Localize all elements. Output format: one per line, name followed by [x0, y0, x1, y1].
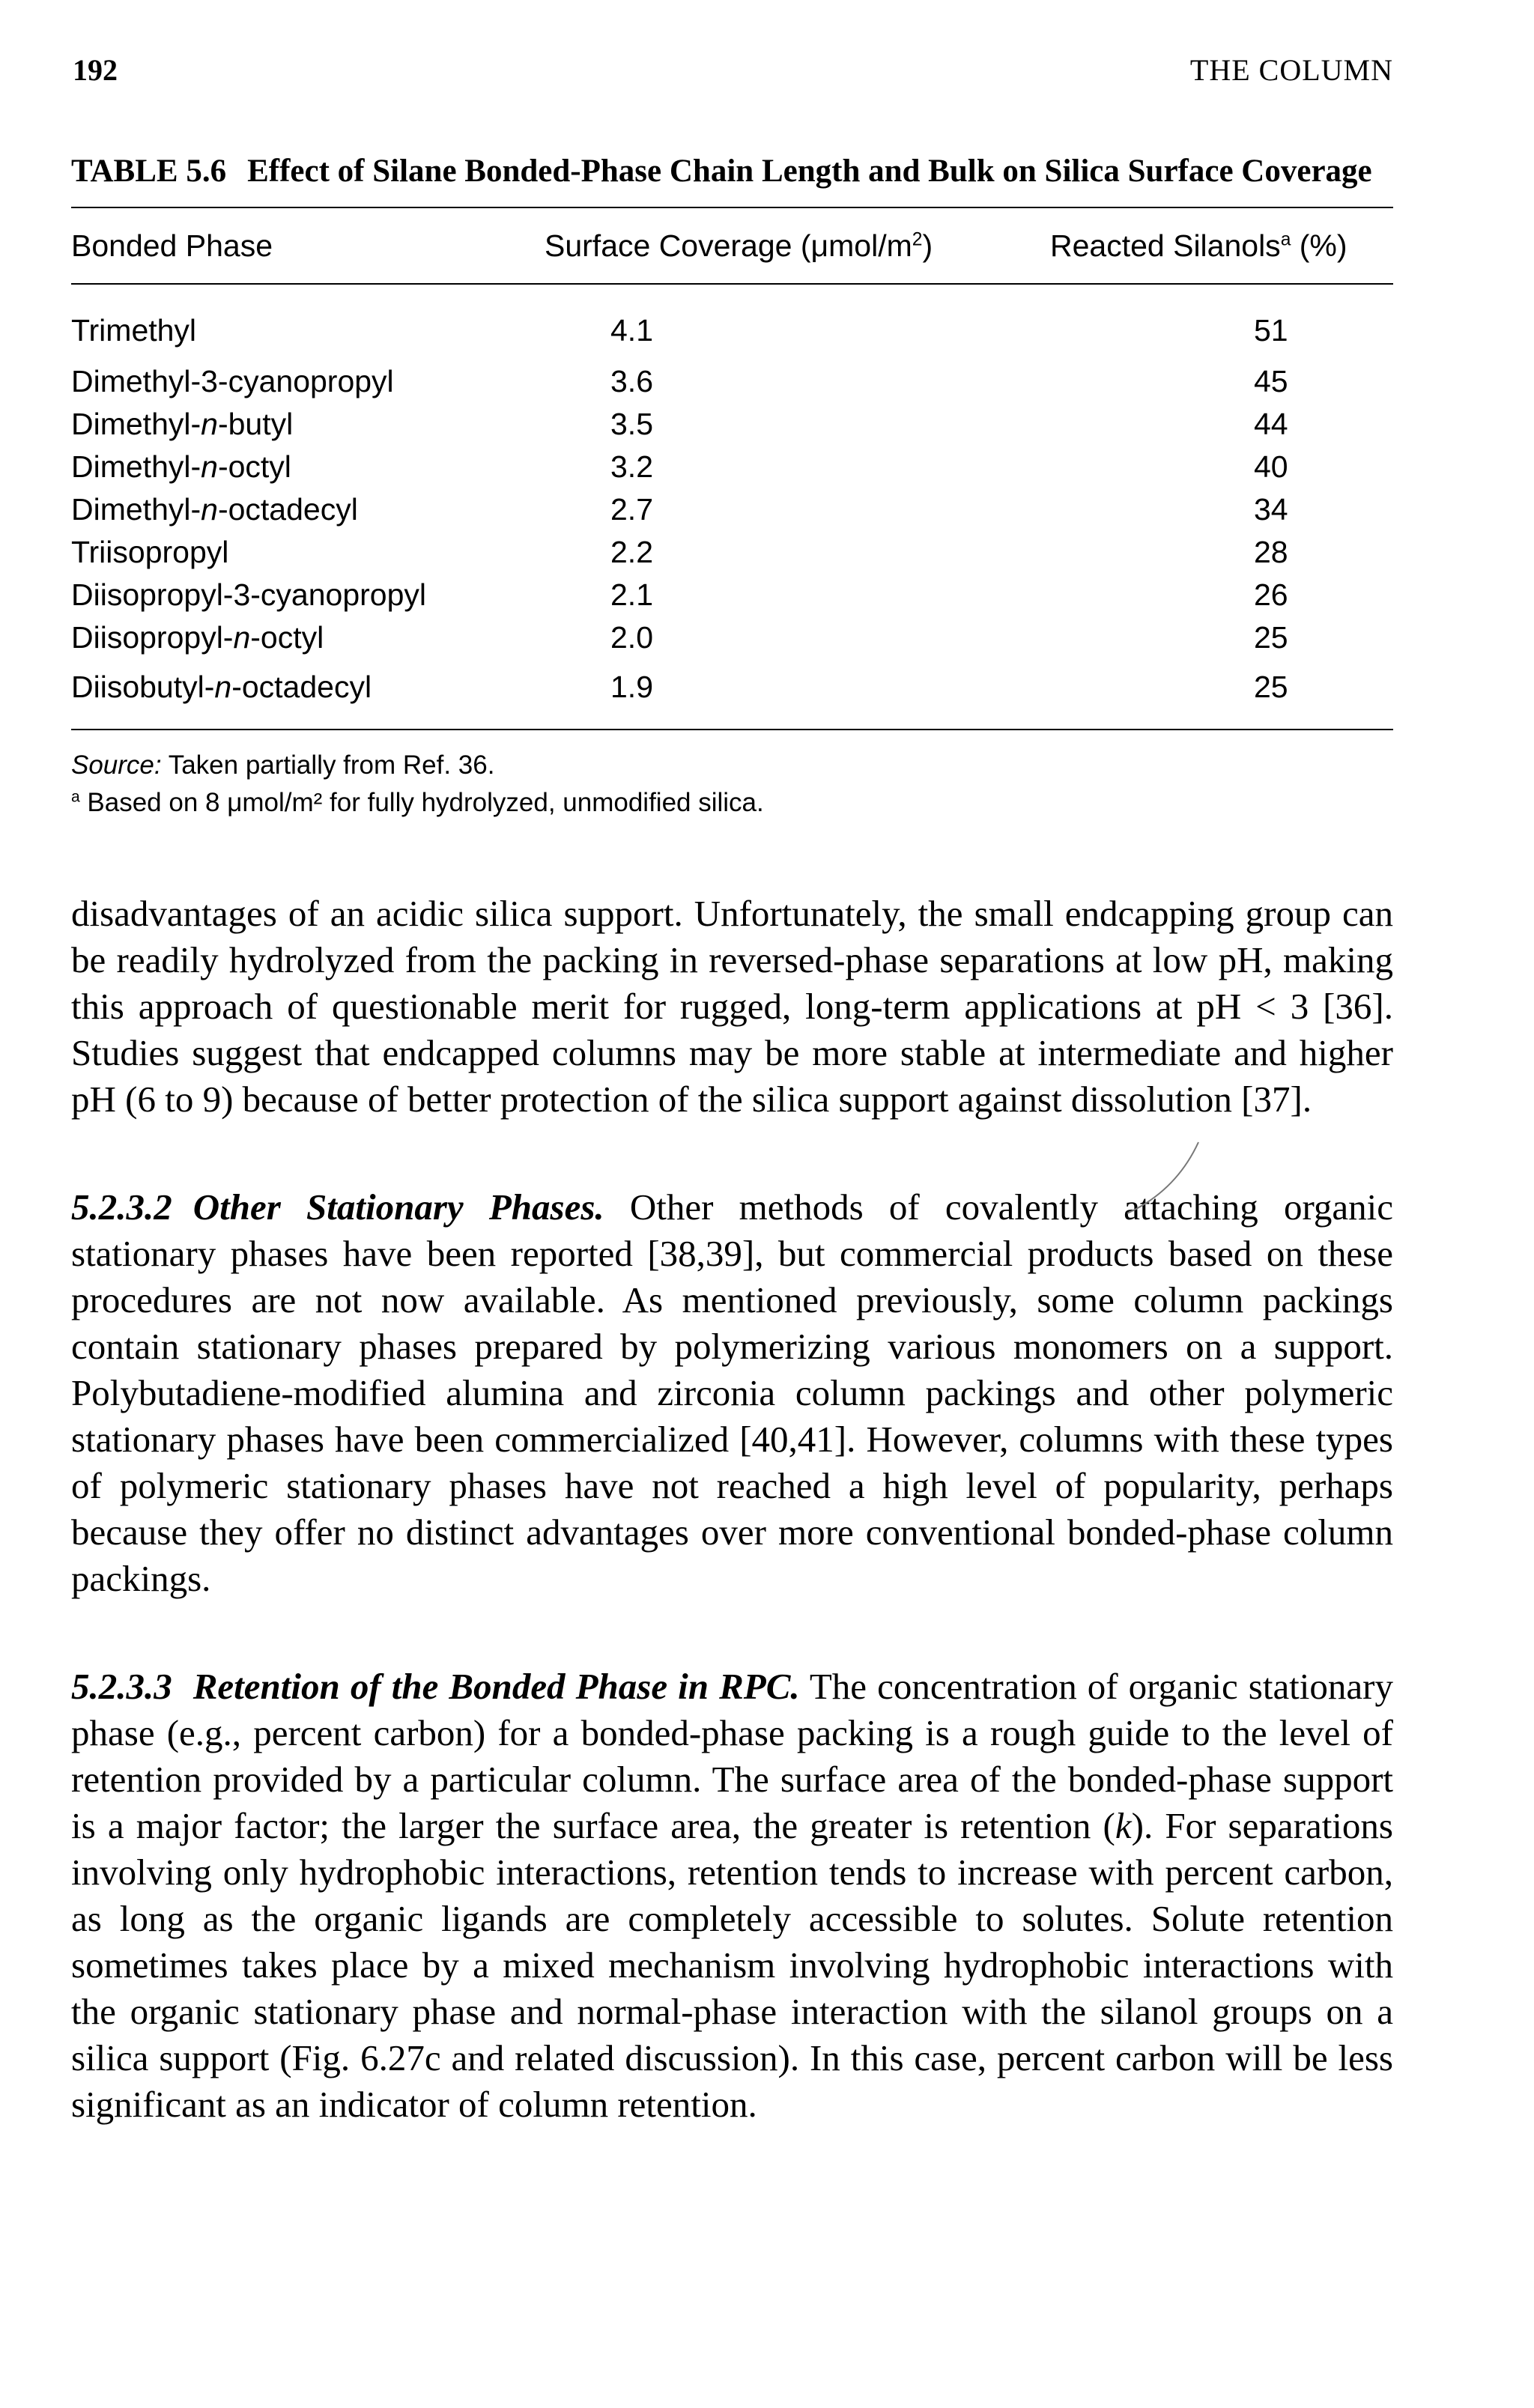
cell-bonded-phase: Diisopropyl-3-cyanopropyl	[71, 577, 426, 612]
table-row	[71, 659, 1393, 729]
cell-reacted-silanols: 51	[1254, 313, 1288, 348]
cell-surface-coverage: 4.1	[610, 313, 653, 348]
table-row	[71, 616, 1393, 659]
table-bottom-rule	[71, 729, 1393, 730]
paragraph-retention-bonded-phase: 5.2.3.3 Retention of the Bonded Phase in RPC. The concentration of organic stationary phase (e.g., percent carbon) for a bonded-phase packing is a rough guide to the level of retention provided by a particular column. The surface area of the bonded-phase support is a major factor; the larger the surface area, the greater is retention (k). For separations involving only hydrophobic interactions, retention tends to increase with percent carbon, as long as the organic ligands are completely accessible to solutes. Solute retention sometimes takes place by a mixed mechanism involving hydrophobic interactions with the organic stationary phase and normal-phase interaction with the silanol groups on a silica support (Fig. 6.27c and related discussion). In this case, percent carbon will be less significant as an indicator of column retention.	[71, 1666, 1393, 2125]
cell-bonded-phase: Diisobutyl-n-octadecyl	[71, 670, 372, 704]
paragraph-endcapping: disadvantages of an acidic silica support. Unfortunately, the small endcapping group can be readily hydrolyzed from the packing in reversed-phase separations at low pH, making this approach of questionable merit for rugged, long-term applications at pH < 3 [36]. Studies suggest that endcapped columns may be more stable at intermediate and higher pH (6 to 9) because of better protection of the silica support against dissolution [37].	[71, 893, 1393, 1120]
table-row	[71, 531, 1393, 574]
column-header-coverage: Surface Coverage $(\mu mol/m^2)$	[545, 228, 933, 263]
cell-reacted-silanols: 45	[1254, 364, 1288, 398]
table-label: TABLE 5.6	[71, 154, 227, 189]
page-number: 192	[73, 53, 118, 87]
cell-bonded-phase: Dimethyl-n-octyl	[71, 449, 291, 484]
table-row	[71, 285, 1393, 360]
table-footnote: $^a$ Based on 8 μmol/m² for fully hydrolyzed, unmodified silica.	[71, 788, 764, 817]
cell-reacted-silanols: 26	[1254, 577, 1288, 612]
cell-surface-coverage: 3.6	[610, 364, 653, 398]
cell-reacted-silanols: 25	[1254, 670, 1288, 704]
table-row	[71, 360, 1393, 403]
surface-coverage-table	[71, 208, 1393, 729]
cell-bonded-phase: Dimethyl-n-butyl	[71, 407, 294, 441]
cell-surface-coverage: 2.1	[610, 577, 653, 612]
cell-surface-coverage: 2.2	[610, 535, 653, 569]
table-row	[71, 574, 1393, 616]
cell-surface-coverage: 3.5	[610, 407, 653, 441]
table-body	[71, 285, 1393, 729]
cell-reacted-silanols: 34	[1254, 492, 1288, 527]
cell-bonded-phase: Dimethyl-n-octadecyl	[71, 492, 358, 527]
cell-bonded-phase: Triisopropyl	[71, 535, 229, 569]
cell-reacted-silanols: 44	[1254, 407, 1288, 441]
pencil-annotation-mark	[1116, 1138, 1206, 1221]
cell-bonded-phase: Trimethyl	[71, 313, 197, 348]
table-notes	[71, 747, 1393, 822]
section-heading-5-2-3-2: 5.2.3.2 Other Stationary Phases.	[71, 1186, 604, 1228]
table-row	[71, 488, 1393, 531]
cell-surface-coverage: 2.0	[610, 620, 653, 655]
table-source-note: Source: Taken partially from Ref. 36.	[71, 750, 495, 780]
table-title: Effect of Silane Bonded-Phase Chain Length and Bulk on Silica Surface Coverage	[247, 154, 1372, 189]
paragraph-other-stationary-phases: 5.2.3.2 Other Stationary Phases. Other methods of covalently attaching organic stationary phases have been reported [38,39], but commercial products based on these procedures are not now available. As mentioned previously, some column packings contain stationary phases prepared by polymerizing various monomers on a support. Polybutadiene-modified alumina and zirconia column packings and other polymeric stationary phases have been commercialized [40,41]. However, columns with these types of polymeric stationary phases have not reached a high level of popularity, perhaps because they offer no distinct advantages over more conventional bonded-phase column packings.	[71, 1186, 1393, 1599]
table-header-row	[71, 208, 1393, 283]
table-row	[71, 446, 1393, 488]
cell-reacted-silanols: 28	[1254, 535, 1288, 569]
cell-bonded-phase: Diisopropyl-n-octyl	[71, 620, 324, 655]
table-row	[71, 403, 1393, 446]
cell-reacted-silanols: 40	[1254, 449, 1288, 484]
cell-surface-coverage: 3.2	[610, 449, 653, 484]
column-header-silanols: Reacted Silanols$^a$ (%)	[1050, 228, 1347, 263]
table-caption	[71, 150, 1393, 193]
cell-surface-coverage: 1.9	[610, 670, 653, 704]
cell-bonded-phase: Dimethyl-3-cyanopropyl	[71, 364, 394, 398]
column-header-phase: Bonded Phase	[71, 228, 273, 263]
body-text	[71, 891, 1393, 2128]
page	[71, 51, 1393, 2128]
cell-reacted-silanols: 25	[1254, 620, 1288, 655]
cell-surface-coverage: 2.7	[610, 492, 653, 527]
running-header	[71, 51, 1393, 90]
section-title: THE COLUMN	[1189, 53, 1393, 87]
section-heading-5-2-3-3: 5.2.3.3 Retention of the Bonded Phase in RPC.	[71, 1666, 800, 1707]
